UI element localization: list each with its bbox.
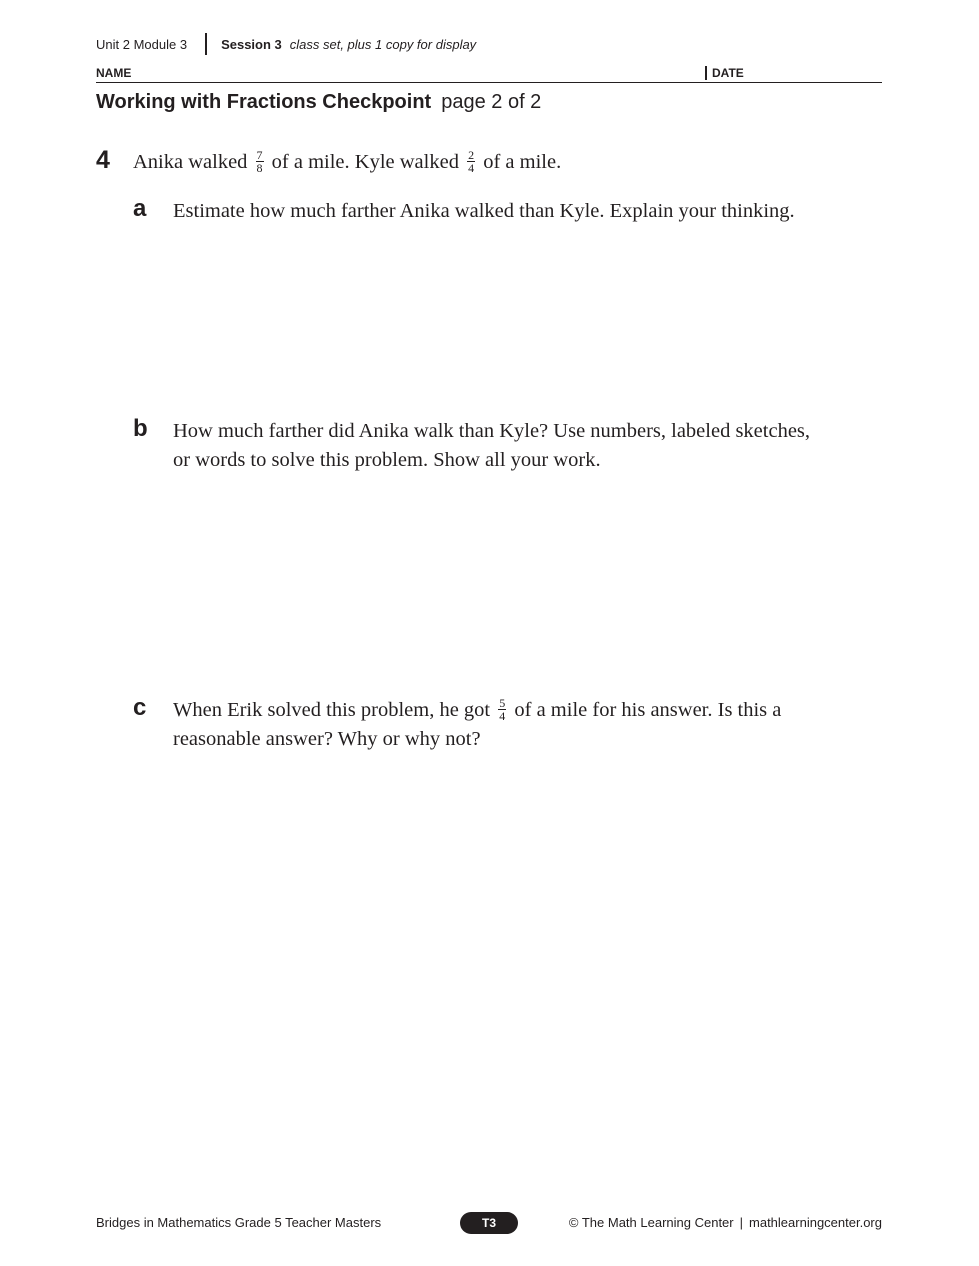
part-c-answer-space[interactable] bbox=[173, 765, 882, 1185]
part-c-text-part: of a mile for his answer. Is this a bbox=[514, 699, 782, 721]
fraction-numerator: 7 bbox=[256, 147, 263, 162]
name-field-label: NAME bbox=[96, 66, 132, 80]
date-field-label: DATE bbox=[705, 66, 744, 80]
fraction-numerator: 5 bbox=[499, 695, 506, 710]
part-a-text: Estimate how much farther Anika walked than Kyle. Explain your thinking. bbox=[173, 200, 795, 222]
part-a-label: a bbox=[133, 195, 147, 222]
unit-module-label: Unit 2 Module 3 bbox=[96, 36, 188, 52]
part-c-text bbox=[173, 696, 781, 754]
part-c-text-part: When Erik solved this problem, he got bbox=[173, 699, 491, 721]
name-date-row bbox=[96, 65, 882, 83]
page-title bbox=[96, 91, 541, 114]
fraction-two-fourths bbox=[467, 149, 475, 174]
worksheet-title: Working with Fractions Checkpoint bbox=[96, 91, 432, 113]
fraction-denominator: 8 bbox=[256, 160, 263, 175]
page-header bbox=[96, 33, 476, 55]
part-c-line-2: reasonable answer? Why or why not? bbox=[173, 728, 481, 750]
fraction-seven-eighths bbox=[256, 149, 264, 174]
part-b-text bbox=[173, 417, 810, 475]
part-b-line-1: How much farther did Anika walk than Kyle? Use numbers, labeled sketches, bbox=[173, 420, 811, 442]
footer-copyright bbox=[569, 1215, 882, 1230]
footer-publication: Bridges in Mathematics Grade 5 Teacher Masters bbox=[96, 1215, 382, 1230]
copyright-text: © The Math Learning Center bbox=[568, 1215, 734, 1230]
part-c-label: c bbox=[133, 694, 147, 721]
session-note: class set, plus 1 copy for display bbox=[289, 36, 477, 52]
part-a-answer-space[interactable] bbox=[173, 235, 882, 405]
fraction-denominator: 4 bbox=[468, 160, 475, 175]
part-c-line-1 bbox=[173, 696, 781, 725]
session-label: Session 3 bbox=[221, 36, 282, 52]
website-link[interactable]: mathlearningcenter.org bbox=[749, 1215, 882, 1230]
question-text-part: of a mile. Kyle walked bbox=[271, 151, 459, 173]
part-b-answer-space[interactable] bbox=[173, 485, 882, 680]
fraction-denominator: 4 bbox=[499, 708, 506, 723]
question-number: 4 bbox=[96, 146, 110, 174]
question-text-part: of a mile. bbox=[483, 151, 562, 173]
fraction-numerator: 2 bbox=[468, 147, 475, 162]
question-text-part: Anika walked bbox=[133, 151, 248, 173]
part-b-line-2: or words to solve this problem. Show all your work. bbox=[173, 449, 601, 471]
part-b-label: b bbox=[133, 415, 148, 442]
footer-separator: | bbox=[739, 1215, 744, 1230]
page-indicator: page 2 of 2 bbox=[441, 91, 542, 113]
fraction-five-fourths bbox=[498, 697, 506, 722]
header-divider bbox=[205, 33, 207, 55]
page-code-badge: T3 bbox=[460, 1212, 518, 1234]
question-stem bbox=[133, 148, 561, 177]
